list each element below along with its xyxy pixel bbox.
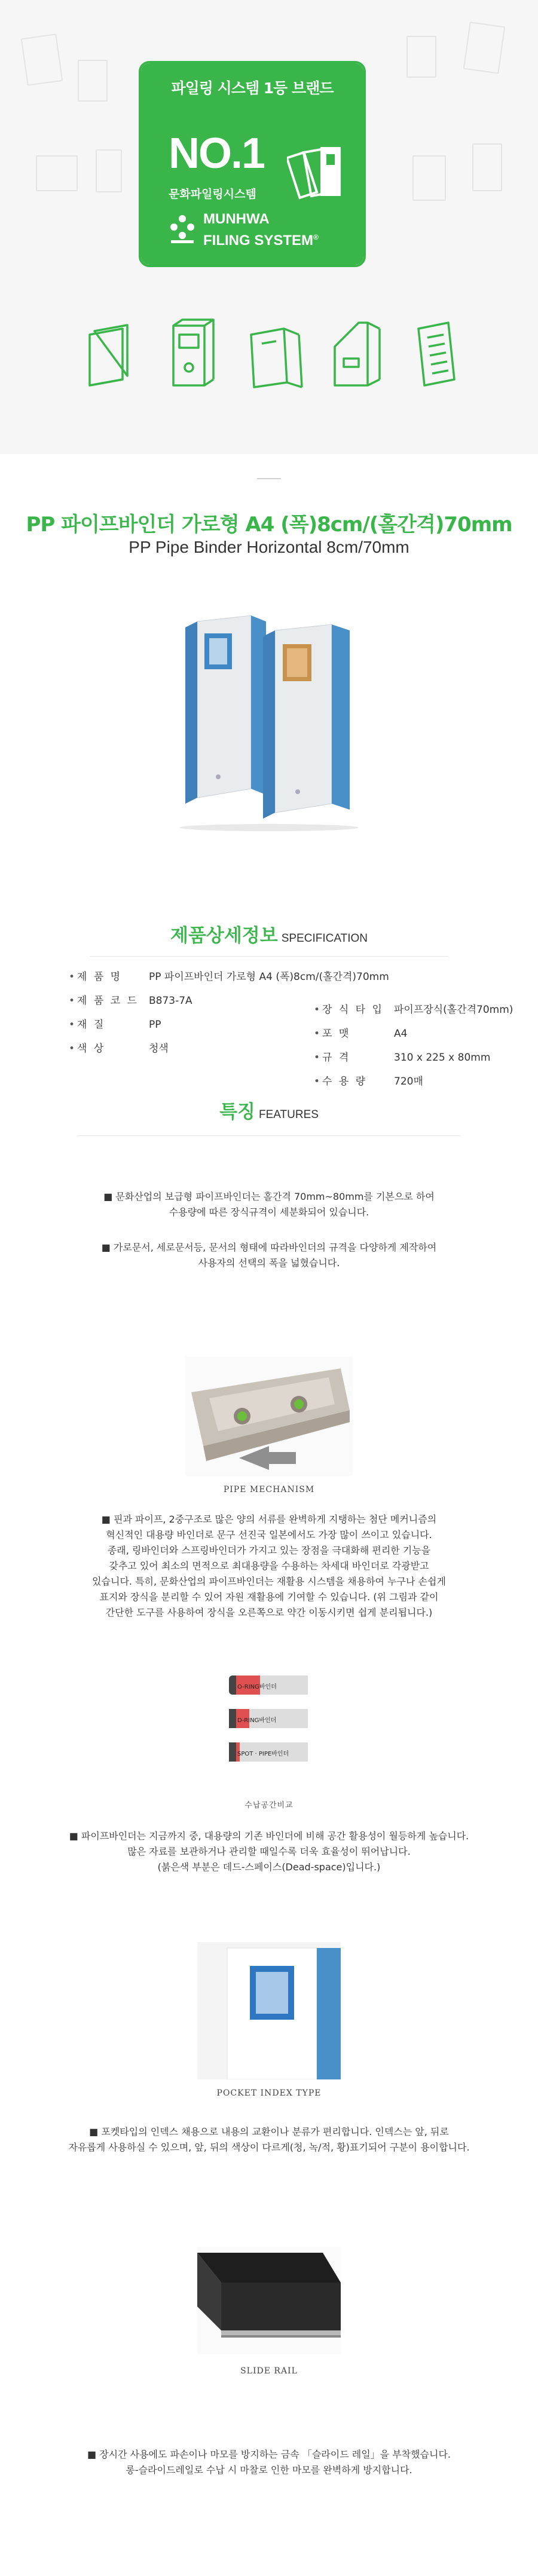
pipe-binder-icon bbox=[251, 329, 302, 387]
spec-label: 규 격 bbox=[322, 1052, 351, 1064]
badge-top-label: 파일링 시스템 1등 브랜드 bbox=[141, 63, 363, 114]
capacity-description bbox=[18, 1828, 520, 1875]
badge-no1-text: NO.1 bbox=[169, 130, 265, 177]
pocket-description bbox=[18, 2124, 520, 2155]
text-line: 사용자의 선택의 폭을 넓혔습니다. bbox=[198, 1257, 340, 1269]
text-line: ■ 가로문서, 세로문서등, 문서의 형태에 따라바인더의 규격을 다양하게 제작하여 bbox=[101, 1242, 437, 1253]
text-line: ■ 문화산업의 보급형 파이프바인더는 홀간격 70mm~80mm를 기본으로 하여 bbox=[103, 1191, 435, 1202]
d-ring-label: D-RING바인더 bbox=[237, 1717, 277, 1724]
file-folder-icon bbox=[90, 325, 127, 385]
magazine-file-icon bbox=[335, 323, 380, 385]
binder-right bbox=[263, 624, 350, 819]
spec-row-color: • 색 상 청색 bbox=[69, 1040, 169, 1055]
product-line-icons bbox=[0, 311, 538, 394]
section-divider bbox=[257, 478, 281, 479]
ghost-file-icon bbox=[412, 155, 446, 201]
feature-intro-2 bbox=[18, 1240, 520, 1271]
spec-value: PP bbox=[149, 1019, 161, 1031]
no1-brand-badge bbox=[139, 61, 366, 267]
o-ring-diagram bbox=[229, 1673, 309, 1697]
capacity-comparison-caption: 수납공간비교 bbox=[244, 1801, 294, 1810]
text-line: ■ 장시간 사용에도 파손이나 마모를 방지하는 금속 「슬라이드 레일」을 부착했습니다. bbox=[87, 2449, 451, 2460]
spec-value: 720매 bbox=[394, 1076, 423, 1088]
spec-row-code: • 제 품 코 드 B873-7A bbox=[69, 992, 192, 1007]
spec-value: A4 bbox=[394, 1028, 408, 1040]
spec-row-fitting: • 장 식 타 입 파이프장식(홀간격70mm) bbox=[314, 1001, 513, 1016]
spec-label: 장 식 타 입 bbox=[322, 1004, 384, 1016]
pocket-index-photo bbox=[197, 1942, 341, 2079]
spec-heading-en: SPECIFICATION bbox=[281, 932, 368, 945]
document-list-icon bbox=[418, 323, 454, 385]
pipe-mechanism-photo bbox=[185, 1356, 353, 1476]
text-line: 갖추고 있어 최소의 면적으로 최대용량을 수용하는 차세대 바인더로 각광받고 bbox=[109, 1560, 429, 1572]
ghost-folder-icon bbox=[21, 33, 63, 86]
spec-row-name: • 제 품 명 PP 파이프바인더 가로형 A4 (폭)8cm/(홀간격)70mm bbox=[69, 968, 389, 983]
text-line: (붉은색 부분은 데드-스페이스(Dead-space)입니다.) bbox=[157, 1861, 381, 1873]
badge-body bbox=[141, 114, 363, 267]
slide-rail-description bbox=[18, 2447, 520, 2478]
spec-value: 파이프장식(홀간격70mm) bbox=[394, 1004, 513, 1016]
ghost-binder-icon bbox=[406, 36, 436, 78]
features-heading-ko: 특징 bbox=[219, 1101, 255, 1123]
product-photo bbox=[161, 598, 377, 837]
slide-rail-caption: SLIDE RAIL bbox=[240, 2366, 298, 2376]
ghost-folder-icon bbox=[463, 22, 506, 74]
spec-row-capacity: • 수 용 량 720매 bbox=[314, 1073, 423, 1088]
pipe-mechanism-caption: PIPE MECHANISM bbox=[223, 1485, 315, 1494]
product-title: PP 파이프바인더 가로형 A4 (폭)8cm/(홀간격)70mm bbox=[26, 513, 512, 537]
munhwa-logo-icon bbox=[169, 214, 196, 244]
text-line: 표지와 장식을 분리할 수 있어 자원 재활용에 기여할 수 있습니다. (위 그림과 같이 bbox=[99, 1591, 439, 1603]
logo-line-2 bbox=[203, 228, 319, 250]
features-heading-en: FEATURES bbox=[258, 1108, 319, 1121]
spec-label: 포 맷 bbox=[322, 1028, 351, 1040]
binders-icon bbox=[287, 137, 347, 209]
pipe-label: SPOT · PIPE바인더 bbox=[237, 1751, 289, 1757]
ghost-box-icon bbox=[36, 155, 78, 191]
spec-row-size: • 규 격 310 x 225 x 80mm bbox=[314, 1049, 490, 1064]
logo-line-2-text: FILING SYSTEM bbox=[203, 232, 314, 249]
pipe-description bbox=[18, 1512, 520, 1621]
text-line: 있습니다. 특히, 문화산업의 파이프바인더는 재활용 시스템을 채용하여 누구나 손쉽게 bbox=[92, 1576, 446, 1587]
registered-mark: ® bbox=[313, 233, 319, 241]
text-line: 많은 자료를 보관하거나 관리할 때일수록 더욱 효율성이 뛰어납니다. bbox=[127, 1846, 411, 1857]
spec-value: 청색 bbox=[149, 1043, 169, 1055]
product-subtitle: PP Pipe Binder Horizontal 8cm/70mm bbox=[129, 538, 409, 556]
ghost-binder-icon bbox=[78, 60, 108, 102]
spec-underline bbox=[90, 956, 448, 957]
text-line: 종래, 링바인더와 스프링바인더가 가지고 있는 장점을 극대화해 편리한 기능을 bbox=[107, 1545, 431, 1556]
capacity-comparison-graphic bbox=[229, 1673, 309, 1781]
text-line: ■ 핀과 파이프, 2중구조로 많은 양의 서류를 완벽하게 지탱하는 첨단 메커니즘의 bbox=[101, 1514, 437, 1525]
text-line: ■ 포켓타입의 인덱스 채용으로 내용의 교환이나 분류가 편리합니다. 인덱스는 앞, 뒤로 bbox=[89, 2126, 449, 2137]
spec-label: 재 질 bbox=[77, 1019, 106, 1031]
spec-value: PP 파이프바인더 가로형 A4 (폭)8cm/(홀간격)70mm bbox=[149, 971, 389, 983]
spec-value: B873-7A bbox=[149, 995, 192, 1007]
pipe-diagram bbox=[229, 1740, 309, 1764]
text-line: 수용량에 따른 장식규격이 세분화되어 있습니다. bbox=[169, 1206, 369, 1218]
o-ring-label: O-RING바인더 bbox=[237, 1684, 277, 1690]
features-heading bbox=[0, 1096, 538, 1123]
text-line: 혁신적인 대용량 바인더로 문구 선진국 일본에서도 가장 많이 쓰이고 있습니다. bbox=[106, 1529, 432, 1540]
brand-banner bbox=[0, 0, 538, 454]
spec-row-material: • 재 질 PP bbox=[69, 1016, 161, 1031]
text-line: 간단한 도구를 사용하여 장식을 오른쪽으로 약간 이동시키면 쉽게 분리됩니다.) bbox=[105, 1607, 433, 1618]
slide-rail-photo bbox=[197, 2247, 341, 2354]
badge-subtitle: 문화파일링시스템 bbox=[169, 188, 256, 201]
text-line: ■ 파이프바인더는 지금까지 중, 대용량의 기존 바인더에 비해 공간 활용성이 월등하게 높습니다. bbox=[69, 1830, 469, 1842]
d-ring-diagram bbox=[229, 1707, 309, 1730]
text-line: 롱-슬라이드레일로 수납 시 마찰로 인한 마모를 완벽하게 방지합니다. bbox=[126, 2464, 412, 2476]
spec-label: 제 품 코 드 bbox=[77, 995, 139, 1007]
binder-left bbox=[185, 615, 266, 804]
munhwa-logo-text bbox=[203, 210, 319, 250]
spec-value: 310 x 225 x 80mm bbox=[394, 1052, 491, 1064]
spec-heading-ko: 제품상세정보 bbox=[170, 925, 278, 947]
ghost-file-icon bbox=[96, 149, 122, 192]
features-underline bbox=[78, 1135, 460, 1136]
spec-label: 색 상 bbox=[77, 1043, 106, 1055]
ghost-file-icon bbox=[472, 143, 502, 191]
logo-line-1: MUNHWA bbox=[203, 211, 270, 227]
text-line: 자유롭게 사용하실 수 있으며, 앞, 뒤의 색상이 다르게(청, 녹/적, 황)표기되어 구분이 용이합니다. bbox=[68, 2142, 470, 2153]
pocket-index-caption: POCKET INDEX TYPE bbox=[216, 2088, 322, 2098]
spec-label: 수 용 량 bbox=[322, 1076, 368, 1088]
spec-row-format: • 포 맷 A4 bbox=[314, 1025, 407, 1040]
spec-label: 제 품 명 bbox=[77, 971, 123, 983]
spec-heading bbox=[0, 920, 538, 947]
lever-arch-file-icon bbox=[173, 320, 213, 385]
feature-intro-1 bbox=[18, 1189, 520, 1220]
